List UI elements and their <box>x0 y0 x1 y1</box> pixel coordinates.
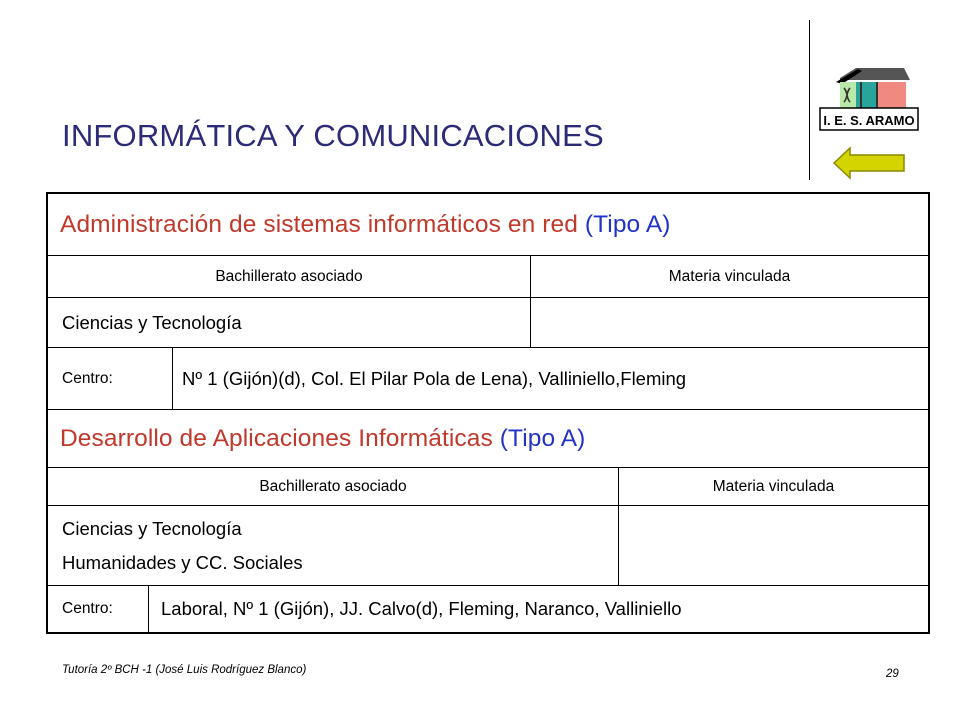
table-header-row <box>48 468 928 506</box>
course-type: (Tipo A) <box>584 210 671 238</box>
school-house-logo <box>818 66 920 138</box>
footer-credit: Tutoría 2º BCH -1 (José Luis Rodríguez Blanco) <box>62 664 307 676</box>
header-bachillerato: Bachillerato asociado <box>259 477 407 495</box>
bachillerato-value: Humanidades y CC. Sociales <box>62 551 303 573</box>
bachillerato-value: Ciencias y Tecnología <box>62 517 242 539</box>
course-name: Desarrollo de Aplicaciones Informáticas <box>60 424 493 452</box>
centro-label: Centro: <box>62 600 113 617</box>
centro-value: Laboral, Nº 1 (Gijón), JJ. Calvo(d), Fleming, Naranco, Valliniello <box>148 586 928 632</box>
table-header-row <box>48 256 928 298</box>
header-materia: Materia vinculada <box>530 256 928 297</box>
bachillerato-value: Ciencias y Tecnología <box>62 311 242 333</box>
centro-row <box>48 586 928 632</box>
centro-label: Centro: <box>62 369 113 387</box>
table-row <box>48 506 928 586</box>
header-bachillerato: Bachillerato asociado <box>215 267 363 285</box>
course-title-row <box>48 410 928 468</box>
header-materia: Materia vinculada <box>618 468 928 505</box>
page-title: INFORMÁTICA Y COMUNICACIONES <box>62 118 604 153</box>
logo-text: I. E. S. ARAMO <box>823 113 915 128</box>
courses-table <box>46 192 930 634</box>
course-name: Administración de sistemas informáticos en red <box>60 210 578 238</box>
centro-row <box>48 348 928 410</box>
header-divider <box>809 20 810 180</box>
course-type: (Tipo A) <box>499 424 586 452</box>
course-title-row <box>48 194 928 256</box>
table-row <box>48 298 928 348</box>
centro-value: Nº 1 (Gijón)(d), Col. El Pilar Pola de Lena), Valliniello,Fleming <box>172 348 928 409</box>
materia-value <box>618 506 928 585</box>
materia-value <box>530 298 928 347</box>
page-number: 29 <box>886 668 899 680</box>
back-arrow-icon[interactable] <box>832 146 906 180</box>
